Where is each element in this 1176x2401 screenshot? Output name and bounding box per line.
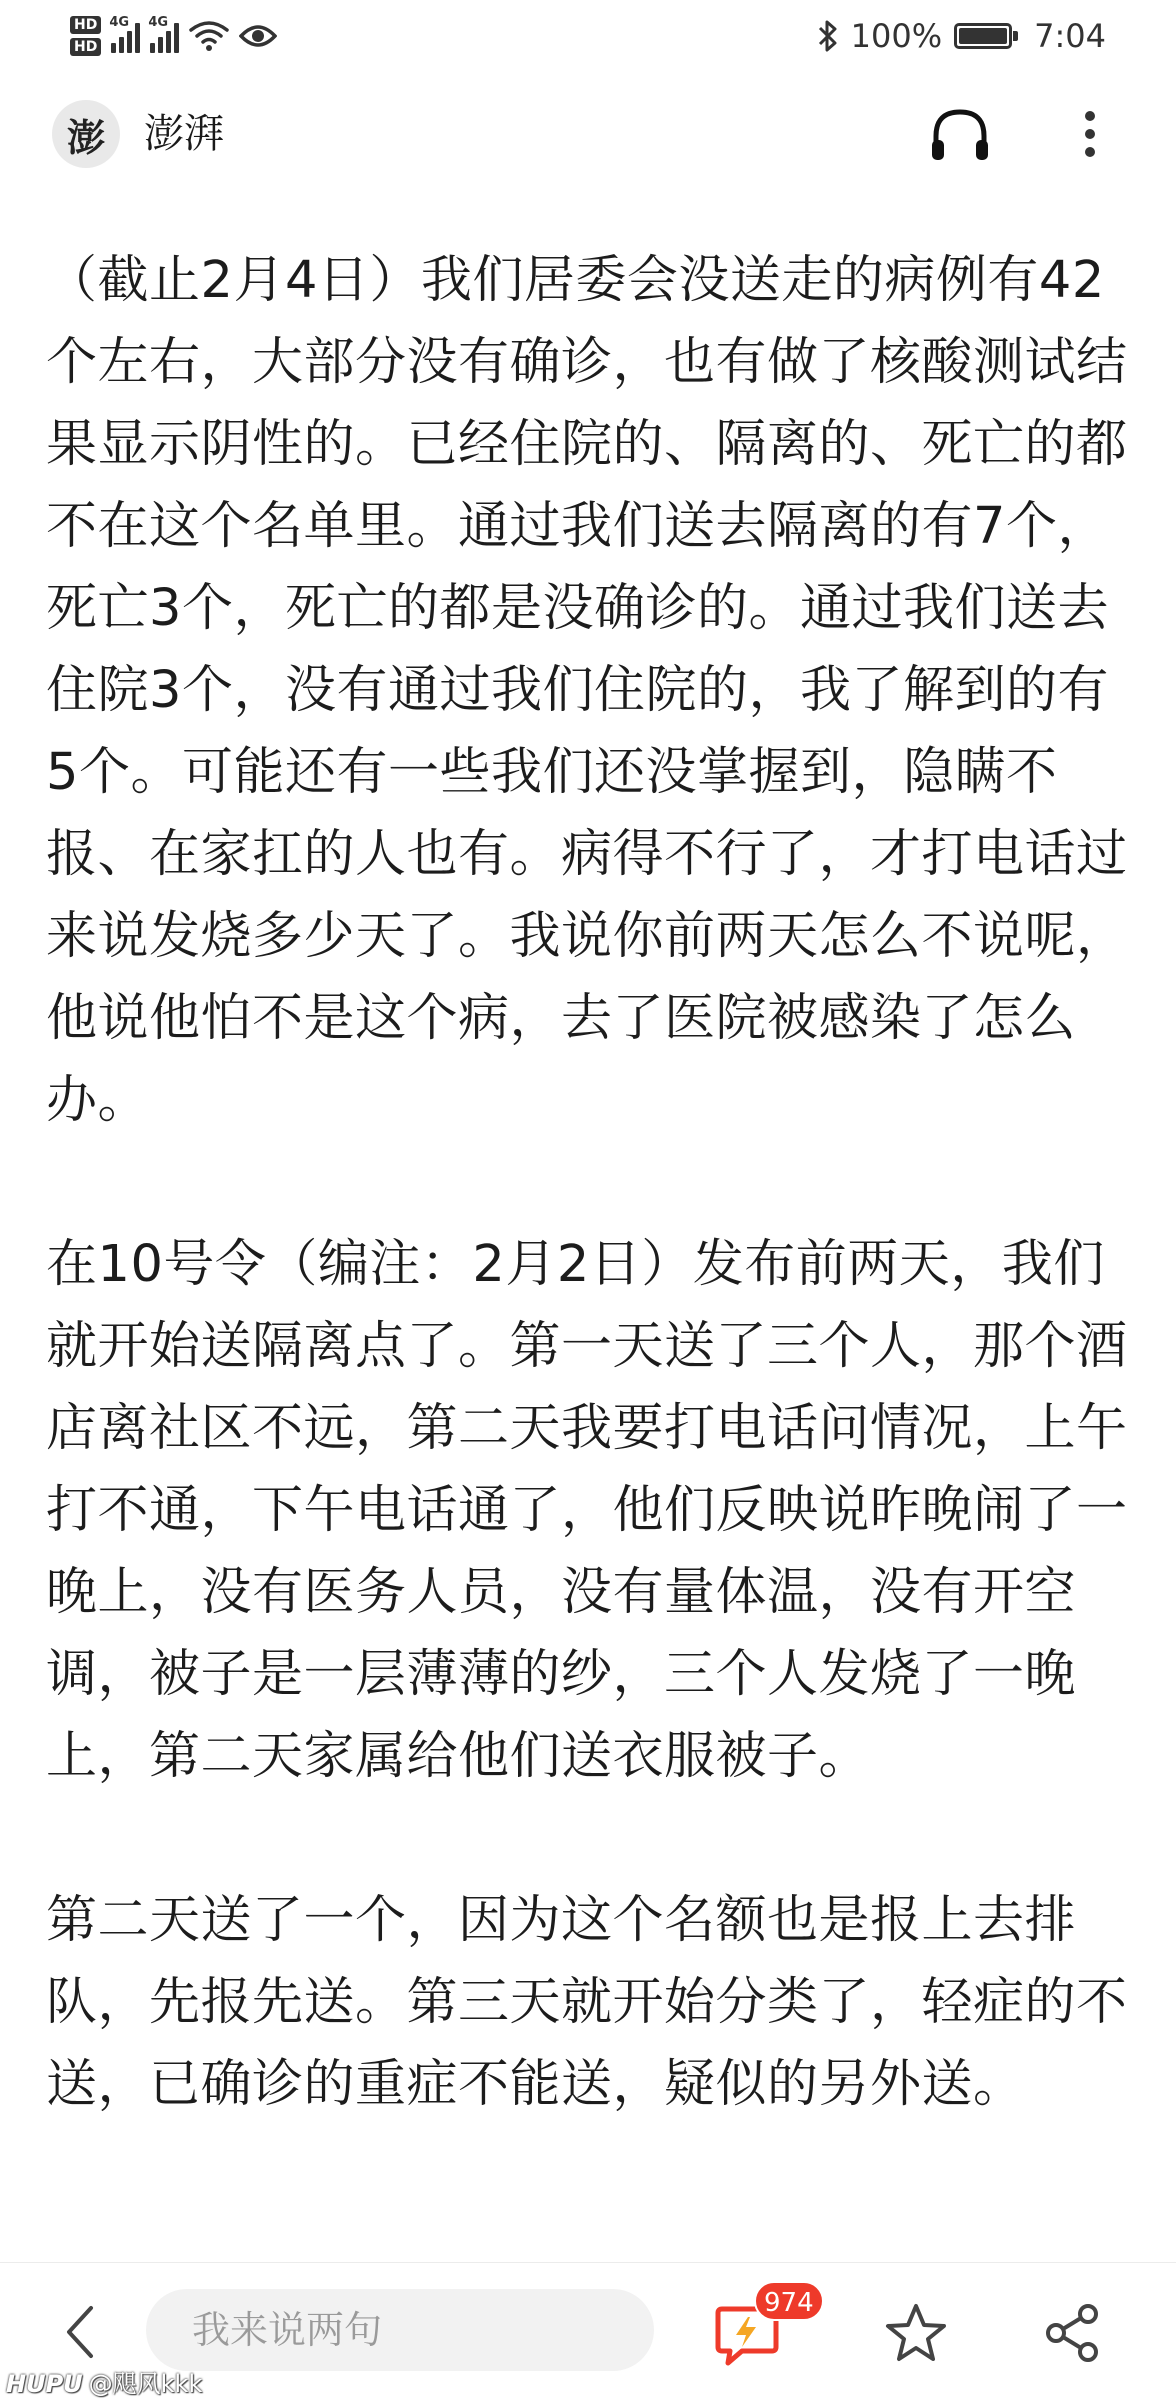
status-bar <box>0 0 1176 72</box>
app-logo[interactable]: 澎 <box>52 100 120 168</box>
watermark-brand: HUPU <box>6 2370 83 2398</box>
watermark-user: @飓风kkk <box>88 2370 203 2398</box>
article-body <box>46 240 1130 2208</box>
back-button[interactable] <box>50 2297 110 2367</box>
article-paragraph-1: （截止2月4日）我们居委会没送走的病例有42个左右，大部分没有确诊，也有做了核酸测试结果显示阴性的。已经住院的、隔离的、死亡的都不在这个名单里。通过我们送去隔离的有7个，死亡3个，死亡的都是没确诊的。通过我们送去住院3个，没有通过我们住院的，我了解到的有5个。可能还有一些我们还没掌握到，隐瞒不报、在家扛的人也有。病得不行了，才打电话过来说发烧多少天了。我说你前两天怎么不说呢，他说他怕不是这个病，去了医院被感染了怎么办。 <box>46 251 1128 1130</box>
eye-icon <box>239 22 277 50</box>
hd-indicators <box>70 16 101 56</box>
battery-fill <box>959 28 1007 44</box>
article-paragraph-3: 第二天送了一个，因为这个名额也是报上去排队，先报先送。第三天就开始分类了，轻症的不送，已确诊的重症不能送，疑似的另外送。 <box>46 1891 1128 2114</box>
share-icon <box>1042 2302 1102 2364</box>
clock: 7:04 <box>1034 17 1106 55</box>
article-paragraph-2: 在10号令（编注：2月2日）发布前两天，我们就开始送隔离点了。第一天送了三个人，那个酒店离社区不远，第二天我要打电话问情况，上午打不通，下午电话通了，他们反映说昨晚闹了一晚上，没有医务人员，没有量体温，没有开空调，被子是一层薄薄的纱，三个人发烧了一晚上，第二天家属给他们送衣服被子。 <box>46 1235 1128 1786</box>
status-left <box>70 8 277 64</box>
favorite-button[interactable] <box>876 2293 956 2373</box>
chevron-left-icon <box>63 2304 97 2360</box>
signal-icon <box>109 15 140 53</box>
headphones-icon <box>928 106 992 162</box>
signal-icon-2 <box>148 15 179 53</box>
app-title: 澎湃 <box>144 111 224 157</box>
hd2-badge: HD <box>70 38 101 56</box>
battery-percent: 100% <box>850 17 943 55</box>
more-button[interactable] <box>1060 102 1120 166</box>
battery-icon <box>954 23 1012 49</box>
status-right <box>817 8 1106 64</box>
app-header <box>0 72 1176 196</box>
share-button[interactable] <box>1032 2293 1112 2373</box>
star-icon <box>884 2302 948 2364</box>
listen-button[interactable] <box>920 102 1000 166</box>
hd1-badge: HD <box>70 16 101 34</box>
bluetooth-icon <box>817 19 839 53</box>
more-vertical-icon <box>1083 109 1097 159</box>
comments-button[interactable] <box>712 2288 814 2373</box>
watermark <box>6 2364 202 2399</box>
network-type-1: 4G <box>109 15 130 30</box>
comment-input[interactable] <box>146 2289 654 2371</box>
comment-count-badge: 974 <box>754 2281 824 2321</box>
network-type-2: 4G <box>148 15 169 30</box>
wifi-icon <box>189 20 229 52</box>
